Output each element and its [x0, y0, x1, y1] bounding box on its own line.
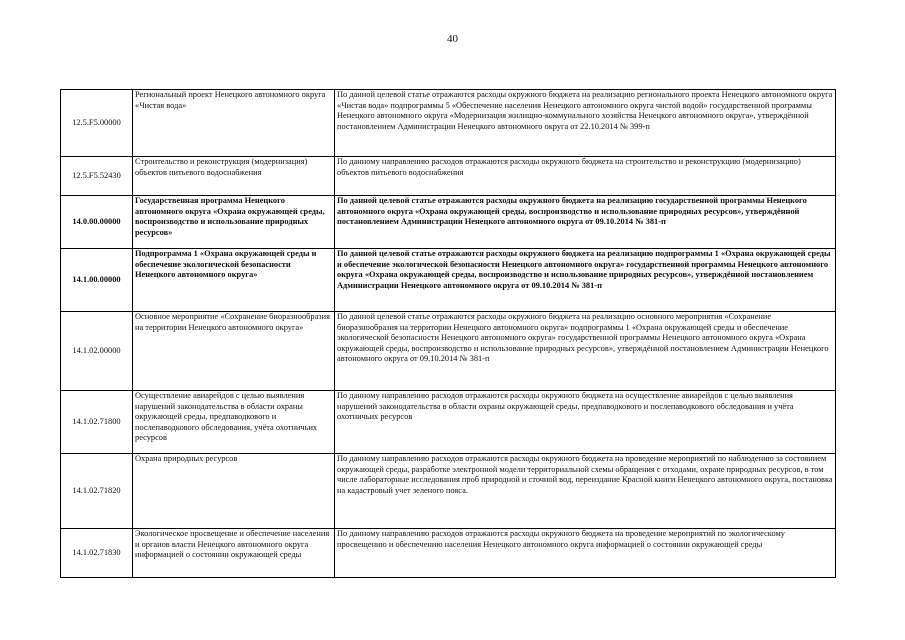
table-row [61, 157, 836, 196]
row-code: 14.1.00.00000 [61, 249, 133, 312]
row-code: 12.5.F5.52430 [61, 157, 133, 196]
row-description: По данному направлению расходов отражаются расходы окружного бюджета на проведение мероприятий по экологическому просвещению и обеспечению населения Ненецкого автономного округа информацией о состоянии окружающей среды [335, 529, 836, 578]
row-name: Охрана природных ресурсов [133, 454, 335, 529]
row-description: По данному направлению расходов отражаются расходы окружного бюджета на осуществление авиарейдов с целью выявления нарушений законодательства в области охраны окружающей среды, предпаводкового и послепаводкового обследования и учёта охотничьих ресурсов [335, 391, 836, 454]
row-name: Региональный проект Ненецкого автономного округа «Чистая вода» [133, 90, 335, 157]
row-description: По данной целевой статье отражаются расходы окружного бюджета на реализацию основного мероприятия «Сохранение биоразнообразия на территории Ненецкого автономного округа» подпрограммы 1 «Охрана окружающей среды и обеспечение экологической безопасности Ненецкого автономного округа» государственной программы Ненецкого автономного округа «Охрана окружающей среды, воспроизводство и использование природных ресурсов», утверждённой постановлением Администрации Ненецкого автономного округа от 09.10.2014 № 381-п [335, 312, 836, 391]
row-name: Строительство и реконструкция (модернизация) объектов питьевого водоснабжения [133, 157, 335, 196]
budget-classification-table [60, 89, 836, 578]
table-row [61, 529, 836, 578]
table-row [61, 90, 836, 157]
row-description: По данной целевой статье отражаются расходы окружного бюджета на реализацию подпрограммы 1 «Охрана окружающей среды и обеспечение экологической безопасности Ненецкого автономного округа» государственной программы Ненецкого автономного округа «Охрана окружающей среды, воспроизводство и использование природных ресурсов», утверждённой постановлением Администрации Ненецкого автономного округа от 09.10.2014 № 381-п [335, 249, 836, 312]
table-row [61, 391, 836, 454]
row-code: 14.1.02.71820 [61, 454, 133, 529]
row-name: Экологическое просвещение и обеспечение населения и органов власти Ненецкого автономного округа информацией о состоянии окружающей среды [133, 529, 335, 578]
table-row [61, 454, 836, 529]
row-description: По данному направлению расходов отражаются расходы окружного бюджета на проведение мероприятий по наблюдению за состоянием окружающей среды, разработке электронной модели территориальной схемы обращения с отходами, охране природных ресурсов, в том числе лабораторные исследования проб природной и сточной вод, переиздание Красной книги Ненецкого автономного округа, постановка на кадастровый учет зеленого пояса. [335, 454, 836, 529]
table-row [61, 196, 836, 249]
row-description: По данной целевой статье отражаются расходы окружного бюджета на реализацию регионального проекта Ненецкого автономного округа «Чистая вода» подпрограммы 5 «Обеспечение населения Ненецкого автономного округа чистой водой» государственной программы Ненецкого автономного округа «Модернизация жилищно-коммунального хозяйства Ненецкого автономного округа», утверждённой постановлением Администрации Ненецкого автономного округа от 22.10.2014 № 399-п [335, 90, 836, 157]
row-description: По данному направлению расходов отражаются расходы окружного бюджета на строительство и реконструкцию (модернизацию) объектов питьевого водоснабжения [335, 157, 836, 196]
row-code: 12.5.F5.00000 [61, 90, 133, 157]
table-row [61, 312, 836, 391]
row-code: 14.0.00.00000 [61, 196, 133, 249]
row-name: Государственная программа Ненецкого автономного округа «Охрана окружающей среды, воспроизводство и использование природных ресурсов» [133, 196, 335, 249]
row-description: По данной целевой статье отражаются расходы окружного бюджета на реализацию государственной программы Ненецкого автономного округа «Охрана окружающей среды, воспроизводство и использование природных ресурсов», утверждённой постановлением Администрации Ненецкого автономного округа от 09.10.2014 № 381-п [335, 196, 836, 249]
row-name: Подпрограмма 1 «Охрана окружающей среды и обеспечение экологической безопасности Ненецкого автономного округа» [133, 249, 335, 312]
table-row [61, 249, 836, 312]
row-code: 14.1.02.00000 [61, 312, 133, 391]
row-code: 14.1.02.71800 [61, 391, 133, 454]
row-name: Основное мероприятие «Сохранение биоразнообразия на территории Ненецкого автономного округа» [133, 312, 335, 391]
row-name: Осуществление авиарейдов с целью выявления нарушений законодательства в области охраны окружающей среды, предпаводкового и послепаводкового обследования, учёта охотничьих ресурсов [133, 391, 335, 454]
page-number: 40 [447, 33, 458, 45]
row-code: 14.1.02.71830 [61, 529, 133, 578]
